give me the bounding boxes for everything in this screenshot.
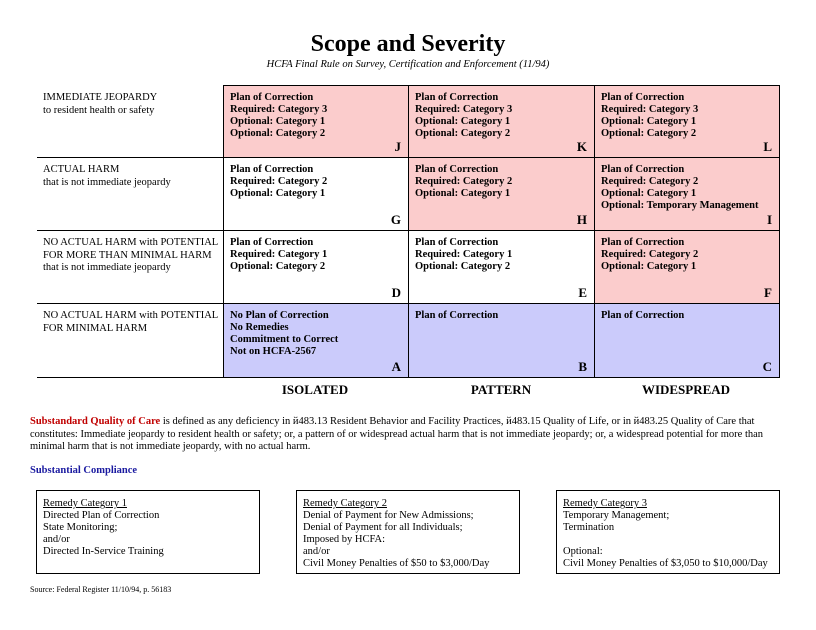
column-header-pattern: PATTERN [470, 382, 532, 397]
cell-letter: G [390, 212, 401, 227]
remedy-line: State Monitoring; [43, 522, 118, 533]
remedy-line: Civil Money Penalties of $3,050 to $10,000/Day [563, 558, 768, 569]
column-header-isolated: ISOLATED [281, 382, 349, 397]
grid-cell-a [223, 303, 408, 377]
cell-line: Plan of Correction [601, 310, 685, 321]
grid-cell-k [408, 85, 594, 157]
grid-cell-g [223, 157, 408, 230]
cell-line: Required: Category 2 [230, 176, 328, 187]
remedy-line: Civil Money Penalties of $50 to $3,000/Day [303, 558, 490, 569]
cell-line: Optional: Category 2 [230, 128, 326, 139]
remedy-line: and/or [43, 534, 70, 545]
cell-line: Optional: Category 1 [601, 116, 697, 127]
grid-cell-c [594, 303, 779, 377]
remedy-category-1-box [36, 490, 260, 574]
cell-line: Optional: Temporary Management [601, 200, 759, 211]
cell-letter: E [578, 285, 587, 300]
cell-line: Plan of Correction [415, 310, 499, 321]
cell-letter: C [762, 359, 772, 374]
grid-cell-f [594, 230, 779, 303]
cell-line: Optional: Category 2 [415, 261, 511, 272]
row-label-line: NO ACTUAL HARM with POTENTIAL [43, 237, 219, 248]
cell-line: Optional: Category 2 [601, 128, 697, 139]
row-label-line: IMMEDIATE JEOPARDY [43, 92, 158, 103]
row-label-line: that is not immediate jeopardy [43, 262, 171, 273]
row-label-line: that is not immediate jeopardy [43, 176, 171, 188]
cell-line: Required: Category 1 [415, 249, 513, 260]
cell-line: Required: Category 3 [230, 104, 328, 115]
grid-divider [223, 85, 224, 378]
cell-letter: B [578, 359, 587, 374]
remedy-line: Imposed by HCFA: [303, 534, 386, 545]
cell-line: Optional: Category 1 [415, 188, 511, 199]
remedy-line: Directed Plan of Correction [43, 510, 160, 521]
cell-line: Plan of Correction [230, 237, 314, 248]
cell-line: Required: Category 1 [230, 249, 328, 260]
row-label-line: ACTUAL HARM [43, 164, 120, 175]
cell-line: Required: Category 2 [415, 176, 513, 187]
remedy-line [563, 534, 779, 546]
remedy-heading: Remedy Category 3 [563, 498, 647, 509]
remedy-category-2-box [296, 490, 520, 574]
cell-line: Optional: Category 1 [230, 188, 326, 199]
grid-divider [594, 85, 595, 378]
scope-severity-grid [37, 85, 779, 378]
row-label-line: FOR MINIMAL HARM [43, 322, 148, 334]
remedy-heading: Remedy Category 1 [43, 498, 127, 509]
remedy-line: and/or [303, 546, 330, 557]
cell-letter: K [576, 139, 587, 154]
cell-line: Not on HCFA-2567 [230, 346, 317, 357]
grid-cell-d [223, 230, 408, 303]
cell-line: Plan of Correction [601, 237, 685, 248]
cell-line: Optional: Category 1 [601, 261, 697, 272]
cell-line: Optional: Category 2 [415, 128, 511, 139]
cell-letter: F [764, 285, 772, 300]
cell-line: Plan of Correction [601, 164, 685, 175]
cell-letter: I [766, 212, 772, 227]
row-label [43, 237, 223, 275]
grid-cell-j [223, 85, 408, 157]
row-label-line: FOR MORE THAN MINIMAL HARM [43, 249, 212, 261]
substandard-definition [30, 416, 790, 454]
remedy-line: Optional: [563, 546, 603, 557]
cell-line: Optional: Category 1 [601, 188, 697, 199]
cell-letter: H [576, 212, 587, 227]
definition-term: Substandard Quality of Care [30, 416, 161, 427]
grid-cell-b [408, 303, 594, 377]
grid-cell-h [408, 157, 594, 230]
grid-divider [408, 85, 409, 378]
page-title: Scope and Severity [310, 31, 506, 57]
row-label [43, 310, 223, 335]
cell-line: Plan of Correction [415, 237, 499, 248]
column-header-widespread: WIDESPREAD [641, 382, 731, 397]
grid-cell-e [408, 230, 594, 303]
cell-letter: A [391, 359, 401, 374]
cell-line: Plan of Correction [230, 92, 314, 103]
cell-line: Plan of Correction [415, 92, 499, 103]
grid-divider [779, 85, 780, 378]
source-note: Source: Federal Register 11/10/94, p. 56183 [30, 585, 172, 594]
remedy-line: Denial of Payment for New Admissions; [303, 510, 474, 521]
cell-line: Required: Category 3 [601, 104, 699, 115]
remedy-category-3-box [556, 490, 780, 574]
remedy-line: Denial of Payment for all Individuals; [303, 522, 463, 533]
remedy-line: Temporary Management; [563, 510, 670, 521]
row-label [43, 92, 223, 117]
row-label-line: to resident health or safety [43, 104, 155, 116]
cell-line: Required: Category 2 [601, 249, 699, 260]
cell-line: Plan of Correction [601, 92, 685, 103]
cell-line: Optional: Category 1 [230, 116, 326, 127]
cell-letter: L [763, 139, 772, 154]
cell-line: Commitment to Correct [230, 334, 339, 345]
page-subtitle: HCFA Final Rule on Survey, Certification and Enforcement (11/94) [266, 59, 550, 70]
row-label [43, 164, 223, 189]
grid-rule [223, 85, 779, 86]
grid-cell-i [594, 157, 779, 230]
cell-letter: J [394, 139, 401, 154]
row-label-line: NO ACTUAL HARM with POTENTIAL [43, 310, 219, 321]
cell-line: Optional: Category 2 [230, 261, 326, 272]
remedy-line: Directed In-Service Training [43, 546, 164, 557]
cell-line: Required: Category 3 [415, 104, 513, 115]
cell-line: Plan of Correction [230, 164, 314, 175]
remedy-line: Termination [563, 522, 615, 533]
cell-line: Plan of Correction [415, 164, 499, 175]
substantial-compliance-label: Substantial Compliance [30, 465, 138, 476]
remedy-heading: Remedy Category 2 [303, 498, 387, 509]
cell-line: No Remedies [230, 322, 289, 333]
cell-letter: D [391, 285, 401, 300]
definition-text: is defined as any deficiency in й483.13 Resident Behavior and Facility Practices, й483.15 Quality of Life, or in й483.25 Quality of Care that constitutes: Immediate jeopardy to resident health or safety; or, a pattern of or widespread actual harm that is not immediate jeopardy; or, a widespread potential for more than minimal harm that is not immediate jeopardy, with no actual harm. [30, 416, 764, 452]
cell-line: Required: Category 2 [601, 176, 699, 187]
cell-line: No Plan of Correction [230, 310, 329, 321]
cell-line: Optional: Category 1 [415, 116, 511, 127]
grid-cell-l [594, 85, 779, 157]
